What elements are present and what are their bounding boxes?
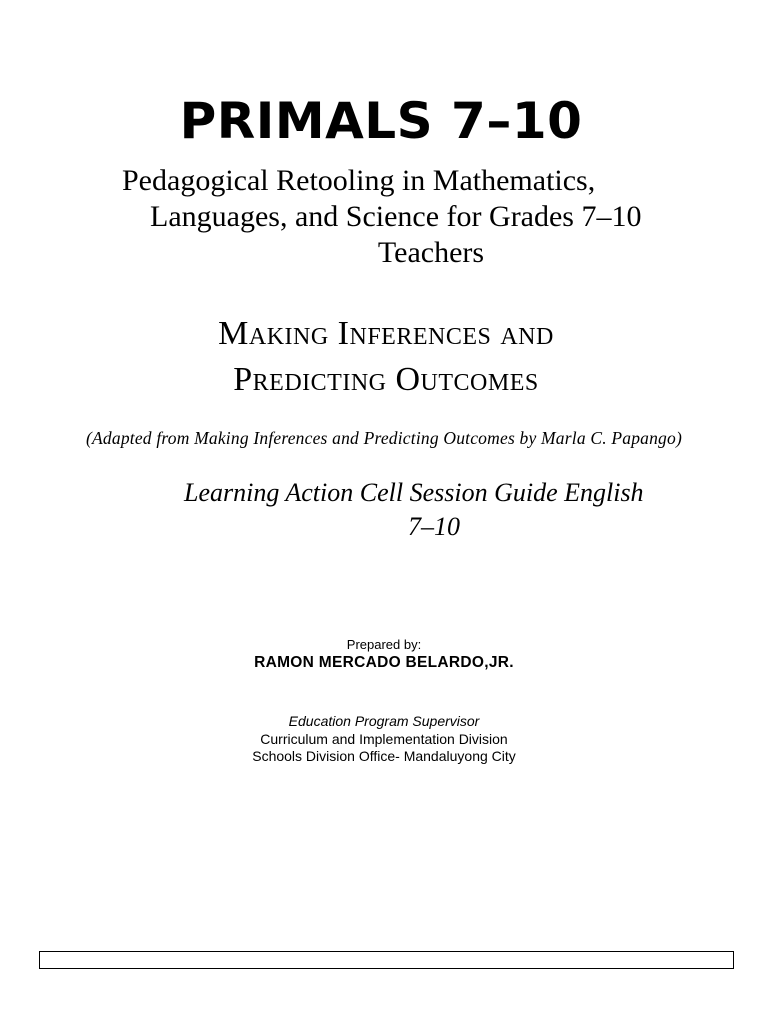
- author-division: Curriculum and Implementation Division: [260, 731, 508, 747]
- topic-title-line-1: Making Inferences and: [218, 315, 554, 352]
- footer-border-box: [39, 951, 734, 969]
- subtitle-line-3: Teachers: [377, 236, 485, 269]
- author-office: Schools Division Office- Mandaluyong City: [252, 748, 516, 764]
- document-title: PRIMALS 7–10: [179, 92, 583, 150]
- topic-title-line-2: Predicting Outcomes: [233, 361, 539, 398]
- session-guide-line-2: 7–10: [408, 512, 460, 541]
- subtitle-line-1: Pedagogical Retooling in Mathematics,: [122, 164, 596, 197]
- subtitle-line-2: Languages, and Science for Grades 7–10: [150, 200, 642, 233]
- session-guide-line-1: Learning Action Cell Session Guide English: [184, 478, 644, 507]
- author-name: RAMON MERCADO BELARDO,JR.: [254, 654, 514, 671]
- adaptation-note: (Adapted from Making Inferences and Predicting Outcomes by Marla C. Papango): [86, 428, 682, 448]
- author-position: Education Program Supervisor: [288, 713, 480, 729]
- prepared-by-label: Prepared by:: [346, 637, 422, 652]
